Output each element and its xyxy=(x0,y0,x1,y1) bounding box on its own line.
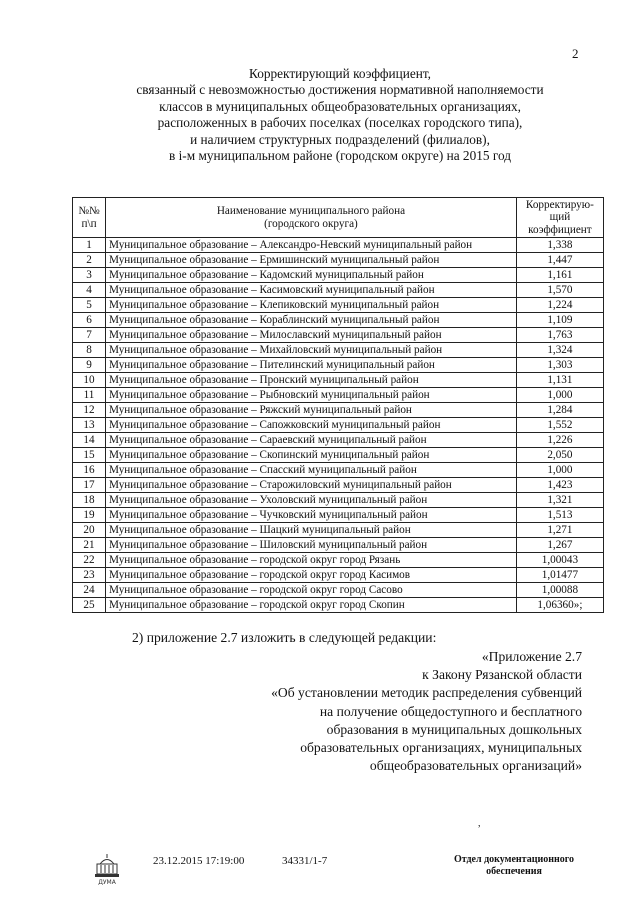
row-municipality-name: Муниципальное образование – городской округ город Касимов xyxy=(106,568,517,583)
row-coefficient: 1,447 xyxy=(516,253,603,268)
table-row xyxy=(73,298,604,313)
table-row xyxy=(73,343,604,358)
table-row xyxy=(73,493,604,508)
appendix-heading xyxy=(271,648,582,775)
table-row xyxy=(73,583,604,598)
row-municipality-name: Муниципальное образование – Старожиловский муниципальный район xyxy=(106,478,517,493)
table-body xyxy=(73,238,604,613)
table-row xyxy=(73,523,604,538)
row-number: 12 xyxy=(73,403,106,418)
row-number: 6 xyxy=(73,313,106,328)
row-coefficient: 1,321 xyxy=(516,493,603,508)
row-municipality-name: Муниципальное образование – Милославский муниципальный район xyxy=(106,328,517,343)
row-coefficient: 1,109 xyxy=(516,313,603,328)
row-number: 21 xyxy=(73,538,106,553)
row-municipality-name: Муниципальное образование – Сараевский муниципальный район xyxy=(106,433,517,448)
row-number: 11 xyxy=(73,388,106,403)
row-number: 24 xyxy=(73,583,106,598)
row-coefficient: 1,131 xyxy=(516,373,603,388)
row-number: 10 xyxy=(73,373,106,388)
header-name-line2: (городского округа) xyxy=(264,217,358,230)
coefficient-table xyxy=(72,197,604,613)
row-number: 3 xyxy=(73,268,106,283)
row-coefficient: 2,050 xyxy=(516,448,603,463)
table-row xyxy=(73,373,604,388)
document-title xyxy=(60,66,620,164)
table-row xyxy=(73,388,604,403)
row-coefficient: 1,00088 xyxy=(516,583,603,598)
table-row xyxy=(73,463,604,478)
row-municipality-name: Муниципальное образование – городской округ город Сасово xyxy=(106,583,517,598)
row-coefficient: 1,161 xyxy=(516,268,603,283)
row-municipality-name: Муниципальное образование – Спасский муниципальный район xyxy=(106,463,517,478)
appendix-line: «Приложение 2.7 xyxy=(481,649,582,664)
row-number: 9 xyxy=(73,358,106,373)
row-municipality-name: Муниципальное образование – Александро-Невский муниципальный район xyxy=(106,238,517,253)
appendix-line: на получение общедоступного и бесплатного xyxy=(319,703,582,719)
row-coefficient: 1,06360»; xyxy=(516,598,603,613)
row-municipality-name: Муниципальное образование – Шацкий муниципальный район xyxy=(106,523,517,538)
row-coefficient: 1,224 xyxy=(516,298,603,313)
row-municipality-name: Муниципальное образование – Пронский муниципальный район xyxy=(106,373,517,388)
row-number: 7 xyxy=(73,328,106,343)
table-row xyxy=(73,508,604,523)
table-row xyxy=(73,538,604,553)
row-number: 22 xyxy=(73,553,106,568)
row-coefficient: 1,267 xyxy=(516,538,603,553)
row-number: 19 xyxy=(73,508,106,523)
row-municipality-name: Муниципальное образование – Ряжский муниципальный район xyxy=(106,403,517,418)
row-municipality-name: Муниципальное образование – Клепиковский муниципальный район xyxy=(106,298,517,313)
row-municipality-name: Муниципальное образование – городской округ город Рязань xyxy=(106,553,517,568)
row-number: 18 xyxy=(73,493,106,508)
table-row xyxy=(73,433,604,448)
row-municipality-name: Муниципальное образование – Михайловский муниципальный район xyxy=(106,343,517,358)
row-municipality-name: Муниципальное образование – Кадомский муниципальный район xyxy=(106,268,517,283)
row-number: 15 xyxy=(73,448,106,463)
appendix-line: общеобразовательных организаций» xyxy=(369,758,582,774)
amendment-paragraph: 2) приложение 2.7 изложить в следующей редакции: xyxy=(132,630,437,645)
row-number: 5 xyxy=(73,298,106,313)
logo-text: ДУМА xyxy=(98,879,116,886)
row-coefficient: 1,226 xyxy=(516,433,603,448)
header-number-line1: №№ xyxy=(78,205,100,218)
row-number: 23 xyxy=(73,568,106,583)
row-number: 13 xyxy=(73,418,106,433)
stamp-line: обеспечения xyxy=(486,866,542,877)
table-row xyxy=(73,553,604,568)
row-coefficient: 1,303 xyxy=(516,358,603,373)
table-row xyxy=(73,403,604,418)
row-number: 17 xyxy=(73,478,106,493)
row-number: 14 xyxy=(73,433,106,448)
appendix-line: образовательных организациях, муниципальных xyxy=(300,740,582,756)
header-number xyxy=(73,198,106,238)
table-row xyxy=(73,478,604,493)
table-row xyxy=(73,448,604,463)
table-row xyxy=(73,268,604,283)
title-line: расположенных в рабочих поселках (поселках городского типа), xyxy=(157,115,523,131)
appendix-line: образования в муниципальных дошкольных xyxy=(326,721,582,737)
department-stamp xyxy=(448,854,580,878)
table-row xyxy=(73,313,604,328)
header-name-line1: Наименование муниципального района xyxy=(216,205,406,218)
stamp-line: Отдел документационного xyxy=(453,854,575,865)
header-coefficient-line2: щий xyxy=(549,211,571,224)
row-number: 4 xyxy=(73,283,106,298)
row-coefficient: 1,000 xyxy=(516,463,603,478)
table-row xyxy=(73,598,604,613)
footer-timestamp: 23.12.2015 17:19:00 xyxy=(153,855,245,867)
row-coefficient: 1,338 xyxy=(516,238,603,253)
row-number: 8 xyxy=(73,343,106,358)
row-coefficient: 1,01477 xyxy=(516,568,603,583)
title-line: Корректирующий коэффициент, xyxy=(249,66,431,81)
row-coefficient: 1,552 xyxy=(516,418,603,433)
title-line: связанный с невозможностью достижения нормативной наполняемости xyxy=(136,82,544,98)
row-municipality-name: Муниципальное образование – Ухоловский муниципальный район xyxy=(106,493,517,508)
header-coefficient xyxy=(516,198,603,238)
row-coefficient: 1,324 xyxy=(516,343,603,358)
table-row xyxy=(73,418,604,433)
header-coefficient-line3: коэффициент xyxy=(528,223,592,236)
row-municipality-name: Муниципальное образование – городской округ город Скопин xyxy=(106,598,517,613)
footer-document-code: 34331/1-7 xyxy=(282,855,328,867)
row-municipality-name: Муниципальное образование – Скопинский муниципальный район xyxy=(106,448,517,463)
row-municipality-name: Муниципальное образование – Чучковский муниципальный район xyxy=(106,508,517,523)
table-header-row xyxy=(73,198,604,238)
row-coefficient: 1,000 xyxy=(516,388,603,403)
header-name xyxy=(106,198,517,238)
row-coefficient: 1,570 xyxy=(516,283,603,298)
row-coefficient: 1,271 xyxy=(516,523,603,538)
table-row xyxy=(73,358,604,373)
page-number: 2 xyxy=(572,46,579,61)
title-line: и наличием структурных подразделений (филиалов), xyxy=(190,131,490,147)
row-municipality-name: Муниципальное образование – Сапожковский муниципальный район xyxy=(106,418,517,433)
row-number: 20 xyxy=(73,523,106,538)
table-row xyxy=(73,253,604,268)
row-municipality-name: Муниципальное образование – Шиловский муниципальный район xyxy=(106,538,517,553)
row-municipality-name: Муниципальное образование – Ермишинский муниципальный район xyxy=(106,253,517,268)
duma-building-icon xyxy=(94,852,120,891)
row-coefficient: 1,00043 xyxy=(516,553,603,568)
row-number: 16 xyxy=(73,463,106,478)
row-coefficient: 1,513 xyxy=(516,508,603,523)
row-number: 25 xyxy=(73,598,106,613)
table-row xyxy=(73,328,604,343)
appendix-line: «Об установлении методик распределения субвенций xyxy=(271,685,582,701)
header-number-line2: п\п xyxy=(81,217,97,230)
title-line: в i-м муниципальном районе (городском округе) на 2015 год xyxy=(168,148,511,164)
title-line: классов в муниципальных общеобразовательных организациях, xyxy=(159,98,521,114)
appendix-line: к Закону Рязанской области xyxy=(422,667,582,683)
table-row xyxy=(73,283,604,298)
row-municipality-name: Муниципальное образование – Рыбновский муниципальный район xyxy=(106,388,517,403)
table-row xyxy=(73,238,604,253)
table-row xyxy=(73,568,604,583)
row-municipality-name: Муниципальное образование – Кораблинский муниципальный район xyxy=(106,313,517,328)
header-coefficient-line1: Корректирую- xyxy=(525,199,594,211)
row-municipality-name: Муниципальное образование – Пителинский муниципальный район xyxy=(106,358,517,373)
stray-mark: , xyxy=(478,818,481,829)
row-coefficient: 1,423 xyxy=(516,478,603,493)
row-number: 2 xyxy=(73,253,106,268)
row-coefficient: 1,284 xyxy=(516,403,603,418)
row-municipality-name: Муниципальное образование – Касимовский муниципальный район xyxy=(106,283,517,298)
row-coefficient: 1,763 xyxy=(516,328,603,343)
row-number: 1 xyxy=(73,238,106,253)
